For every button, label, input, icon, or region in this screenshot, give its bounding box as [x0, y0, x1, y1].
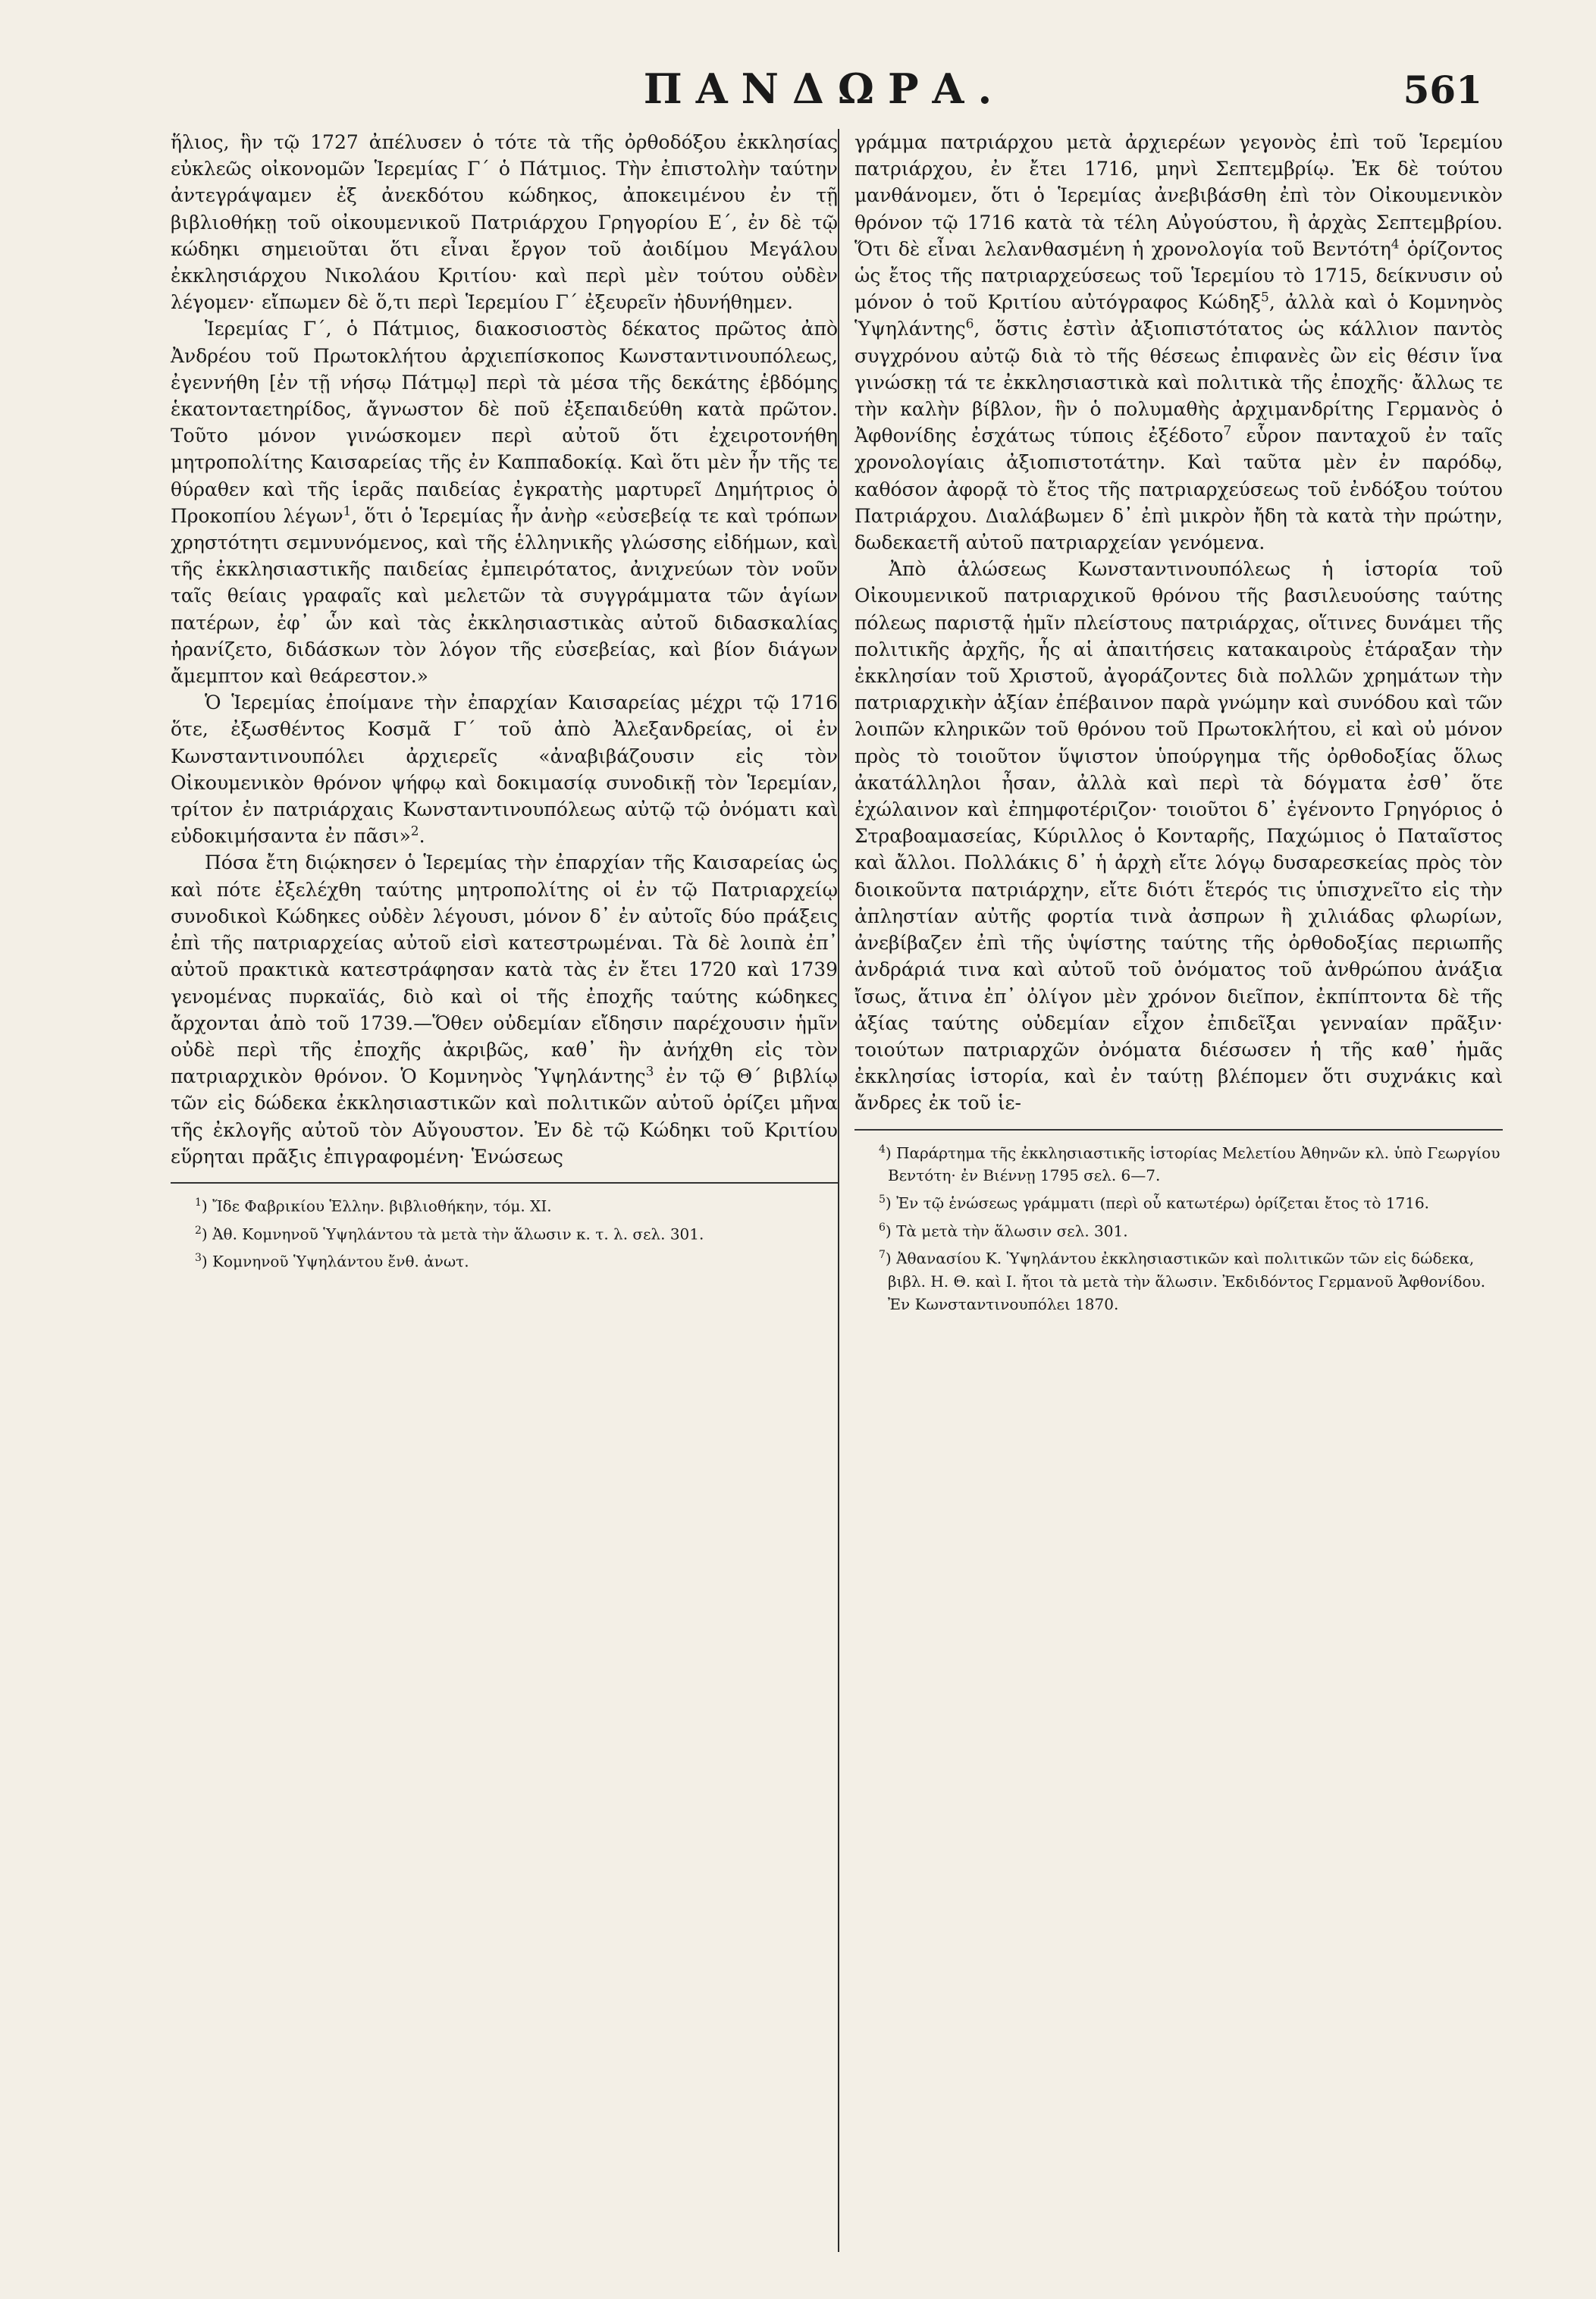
footnote-ref: 6 — [965, 317, 974, 333]
right-column — [838, 129, 1503, 2252]
footnote-ref: 1 — [343, 503, 352, 519]
footnote-ref: 7 — [1223, 423, 1232, 439]
journal-title: ΠΑΝΔΩΡΑ. — [643, 64, 1006, 113]
footnote: $^6$) Τὰ μετὰ τὴν ἅλωσιν σελ. 301. — [879, 1221, 1128, 1240]
paragraph: Ὁ Ἱερεμίας ἐποίμανε τὴν ἐπαρχίαν Καισαρείας μέχρι τῷ 1716 ὅτε, ἐξωσθέντος Κοσμᾶ Γ´ τοῦ ἀπὸ Ἀλεξανδρείας, οἱ ἐν Κωνσταντινουπόλει ἀρχιερεῖς «ἀναβιβάζουσιν εἰς τὸν Οἰκουμενικὸν θρόνον ψήφῳ καὶ δοκιμασίᾳ συνοδικῇ τὸν Ἱερεμίαν, τρίτον ἐν πατριάρχαις Κωνσταντινουπόλεως αὐτῷ τῷ ὀνόματι καὶ εὐδοκιμήσαντα ἐν πᾶσι»$^2$. — [171, 692, 838, 848]
footnote-divider — [171, 1182, 838, 1184]
footnote: $^3$) Κομνηνοῦ Ὑψηλάντου ἔνθ. ἀνωτ. — [195, 1252, 469, 1271]
running-header — [167, 57, 1482, 118]
page-number: 561 — [1403, 67, 1482, 112]
paragraph: Ἀπὸ ἁλώσεως Κωνσταντινουπόλεως ἡ ἱστορία τοῦ Οἰκουμενικοῦ πατριαρχικοῦ θρόνου τῆς βασιλευούσης ταύτης πόλεως παριστᾷ ἡμῖν πλείστους πατριάρχας, οἵτινες δυνάμει τῆς πολιτικῆς ἀρχῆς, ἧς αἱ ἀπαιτήσεις κατακαιροὺς ἐτάραξαν τὴν ἐκκλησίαν τοῦ Χριστοῦ, ἀγοράζοντες διὰ πολλῶν χρημάτων τὴν πατριαρχικὴν ἀξίαν ἐπέβαινον παρὰ γνώμην καὶ συνόδου καὶ τῶν λοιπῶν κληρικῶν τοῦ θρόνου τοῦ Πρωτοκλήτου, εἰ καὶ οὐ μόνον πρὸς τὸ τοιοῦτον ὕψιστον ὑπούργημα τῆς ὀρθοδοξίας ὅλως ἀκατάλληλοι ἦσαν, ἀλλὰ καὶ περὶ τὰ δόγματα ἐσθ᾽ ὅτε ἐχώλαινον καὶ ἐπημφοτέριζον· τοιοῦτοι δ᾽ ἐγένοντο Γρηγόριος ὁ Στραβοαμασείας, Κύριλλος ὁ Κονταρῆς, Παχώμιος ὁ Παταῖστος καὶ ἄλλοι. Πολλάκις δ᾽ ἡ ἀρχὴ εἴτε λόγῳ δυσαρεσκείας πρὸς τὸν διοικοῦντα πατριάρχην, εἴτε διότι ἕτερός τις ὑπισχνεῖτο εἰς τὴν ἀπληστίαν αὐτῆς φορτία τινὰ ἀσπρων ἢ χιλιάδας φλωρίων, ἀνεβίβαζεν ἐπὶ τῆς ὑψίστης ταύτης τῆς ὀρθοδοξίας περιωπῆς ἀνδράριά τινα καὶ αὐτοῦ τοῦ ὀνόματος τοῦ ἀνθρώπου ἀνάξια ἴσως, ἅτινα ἐπ᾽ ὀλίγον μὲν χρόνον διεῖπον, ἐκπίπτοντα δὲ τῆς ἀξίας ταύτης οὐδεμίαν εἶχον ἐπιδεῖξαι γενναίαν πρᾶξιν· τοιούτων πατριαρχῶν ὀνόματα διέσωσεν ἡ τῆς καθ᾽ ἡμᾶς ἐκκλησίας ἱστορία, καὶ ἐν ταύτῃ βλέπομεν ὅτι συχνάκις καὶ ἄνδρες ἐκ τοῦ ἱε- — [854, 558, 1503, 1115]
footnote-ref: 4 — [1391, 237, 1400, 252]
paragraph: Ἱερεμίας Γ´, ὁ Πάτμιος, διακοσιοστὸς δέκατος πρῶτος ἀπὸ Ἀνδρέου τοῦ Πρωτοκλήτου ἀρχιεπίσκοπος Κωνσταντινουπόλεως, ἐγεννήθη [ἐν τῇ νήσῳ Πάτμῳ] περὶ τὰ μέσα τῆς δεκάτης ἑβδόμης ἑκατονταετηρίδος, ἄγνωστον δὲ ποῦ ἐξεπαιδεύθη κατὰ πρῶτον. Τοῦτο μόνον γινώσκομεν περὶ αὐτοῦ ὅτι ἐχειροτονήθη μητροπολίτης Καισαρείας τῆς ἐν Καππαδοκίᾳ. Καὶ ὅτι μὲν ἦν τῆς τε θύραθεν καὶ τῆς ἱερᾶς παιδείας ἐγκρατὴς μαρτυρεῖ Δημήτριος ὁ Προκοπίου λέγων$^1$, ὅτι ὁ Ἱερεμίας ἦν ἀνὴρ «εὐσεβείᾳ τε καὶ τρόπων χρηστότητι σεμνυνόμενος, καὶ τῆς ἑλληνικῆς γλώσσης εἰδήμων, καὶ τῆς ἐκκλησιαστικῆς παιδείας ἐμπειρότατος, ἀνιχνεύων τὸν νοῦν ταῖς θείαις γραφαῖς καὶ μελετῶν τὰ συγγράμματα τῶν ἁγίων πατέρων, ἐφ᾽ ὧν καὶ τὰς ἐκκλησιαστικὰς αὐτοῦ διδασκαλίας ἠρανίζετο, διδάσκων τὸν λόγον τῆς εὐσεβείας, καὶ βίον διάγων ἄμεμπτον καὶ θεάρεστον.» — [171, 318, 838, 688]
footnote: $^5$) Ἐν τῷ ἑνώσεως γράμματι (περὶ οὗ κατωτέρω) ὁρίζεται ἔτος τὸ 1716. — [879, 1193, 1430, 1212]
footnote-divider — [854, 1129, 1503, 1131]
footnotes — [171, 1191, 838, 1273]
footnote-ref: 3 — [645, 1064, 654, 1080]
left-column — [171, 129, 838, 1275]
footnote-ref: 5 — [1261, 290, 1269, 306]
paragraph: Πόσα ἔτη διῴκησεν ὁ Ἱερεμίας τὴν ἐπαρχίαν τῆς Καισαρείας ὡς καὶ πότε ἐξελέχθη ταύτης μητροπολίτης οἱ ἐν τῷ Πατριαρχείῳ συνοδικοὶ Κώδηκες οὐδὲν λέγουσι, μόνον δ᾽ ἐν αὐτοῖς δύο πράξεις ἐπὶ τῆς πατριαρχείας αὐτοῦ εἰσὶ κατεστρωμέναι. Τὰ δὲ λοιπὰ ἐπ᾽ αὐτοῦ πρακτικὰ κατεστράφησαν κατὰ τὰς ἐν ἔτει 1720 καὶ 1739 γενομένας πυρκαϊάς, διὸ καὶ οἱ τῆς ἐποχῆς ταύτης κώδηκες ἄρχονται ἀπὸ τοῦ 1739.—Ὅθεν οὐδεμίαν εἴδησιν παρέχουσιν ἡμῖν οὐδὲ περὶ τῆς ἐποχῆς ἀκριβῶς, καθ᾽ ἣν ἀνήχθη εἰς τὸν πατριαρχικὸν θρόνον. Ὁ Κομνηνὸς Ὑψηλάντης$^3$ ἐν τῷ Θ´ βιβλίῳ τῶν εἰς δώδεκα ἐκκλησιαστικῶν καὶ πολιτικῶν αὐτοῦ ὁρίζει μῆνα τῆς ἐκλογῆς αὐτοῦ τὸν Αὔγουστον. Ἐν δὲ τῷ Κώδηκι τοῦ Κριτίου εὕρηται πρᾶξις ἐπιγραφομένη· Ἑνώσεως — [171, 852, 838, 1168]
footnote-ref: 2 — [410, 823, 419, 839]
paragraph: ἥλιος, ἣν τῷ 1727 ἀπέλυσεν ὁ τότε τὰ τῆς ὀρθοδόξου ἐκκλησίας εὐκλεῶς οἰκονομῶν Ἱερεμίας Γ´ ὁ Πάτμιος. Τὴν ἐπιστολὴν ταύτην ἀντεγράψαμεν ἐξ ἀνεκδότου κώδηκος, ἀποκειμένου ἐν τῇ βιβλιοθήκῃ τοῦ οἰκουμενικοῦ Πατριάρχου Γρηγορίου Ε´, ἐν δὲ τῷ κώδηκι σημειοῦται ὅτι εἶναι ἔργον τοῦ ἀοιδίμου Μεγάλου ἐκκλησιάρχου Νικολάου Κριτίου· καὶ περὶ μὲν τούτου οὐδὲν λέγομεν· εἴπωμεν δὲ ὅ,τι περὶ Ἱερεμίου Γ´ ἐξευρεῖν ἠδυνήθημεν. — [171, 131, 838, 314]
paragraph: γράμμα πατριάρχου μετὰ ἀρχιερέων γεγονὸς ἐπὶ τοῦ Ἱερεμίου πατριάρχου, ἐν ἔτει 1716, μηνὶ Σεπτεμβρίῳ. Ἐκ δὲ τούτου μανθάνομεν, ὅτι ὁ Ἱερεμίας ἀνεβιβάσθη ἐπὶ τὸν Οἰκουμενικὸν θρόνον τῷ 1716 κατὰ τὰ τέλη Αὐγούστου, ἢ ἀρχὰς Σεπτεμβρίου. Ὅτι δὲ εἶναι λελανθασμένη ἡ χρονολογία τοῦ Βεντότη$^4$ ὁρίζοντος ὡς ἔτος τῆς πατριαρχεύσεως τοῦ Ἱερεμίου τὸ 1715, δείκνυσιν οὐ μόνον ὁ τοῦ Κριτίου αὐτόγραφος Κώδηξ$^5$, ἀλλὰ καὶ ὁ Κομνηνὸς Ὑψηλάντης$^6$, ὅστις ἐστὶν ἀξιοπιστότατος ὡς κάλλιον παντὸς συγχρόνου αὐτῷ διὰ τὸ τῆς θέσεως ἐπιφανὲς ὢν εἰς θέσιν ἵνα γινώσκῃ τά τε ἐκκλησιαστικὰ καὶ πολιτικὰ τῆς ἐποχῆς· ἄλλως τε τὴν καλὴν βίβλον, ἣν ὁ πολυμαθὴς ἀρχιμανδρίτης Γερμανὸς ὁ Ἀφθονίδης ἐσχάτως τύποις ἐξέδοτο$^7$ εὗρον πανταχοῦ ἐν ταῖς χρονολογίαις ἀξιοπιστοτάτην. Καὶ ταῦτα μὲν ἐν παρόδῳ, καθόσον ἀφορᾷ τὸ ἔτος τῆς πατριαρχεύσεως τοῦ ἐνδόξου τούτου Πατριάρχου. Διαλάβωμεν δ᾽ ἐπὶ μικρὸν ἤδη τὰ κατὰ τὴν πρώτην, δωδεκαετῆ αὐτοῦ πατριαρχείαν γενόμενα. — [854, 131, 1503, 554]
footnotes — [854, 1138, 1503, 1316]
footnote: $^1$) Ἴδε Φαβρικίου Ἑλλην. βιβλιοθήκην, τόμ. ΧΙ. — [195, 1196, 552, 1215]
footnote: $^7$) Ἀθανασίου Κ. Ὑψηλάντου ἐκκλησιαστικῶν καὶ πολιτικῶν τῶν εἰς δώδεκα, βιβλ. Η. Θ. καὶ Ι. ἤτοι τὰ μετὰ τὴν ἅλωσιν. Ἐκδιδόντος Γερμανοῦ Ἀφθονίδου. Ἐν Κωνσταντινουπόλει 1870. — [879, 1249, 1486, 1314]
footnote: $^4$) Παράρτημα τῆς ἐκκλησιαστικῆς ἱστορίας Μελετίου Ἀθηνῶν κλ. ὑπὸ Γεωργίου Βεντότη· ἐν Βιέννῃ 1795 σελ. 6—7. — [879, 1143, 1500, 1185]
footnote: $^2$) Ἀθ. Κομνηνοῦ Ὑψηλάντου τὰ μετὰ τὴν ἅλωσιν κ. τ. λ. σελ. 301. — [195, 1224, 704, 1244]
